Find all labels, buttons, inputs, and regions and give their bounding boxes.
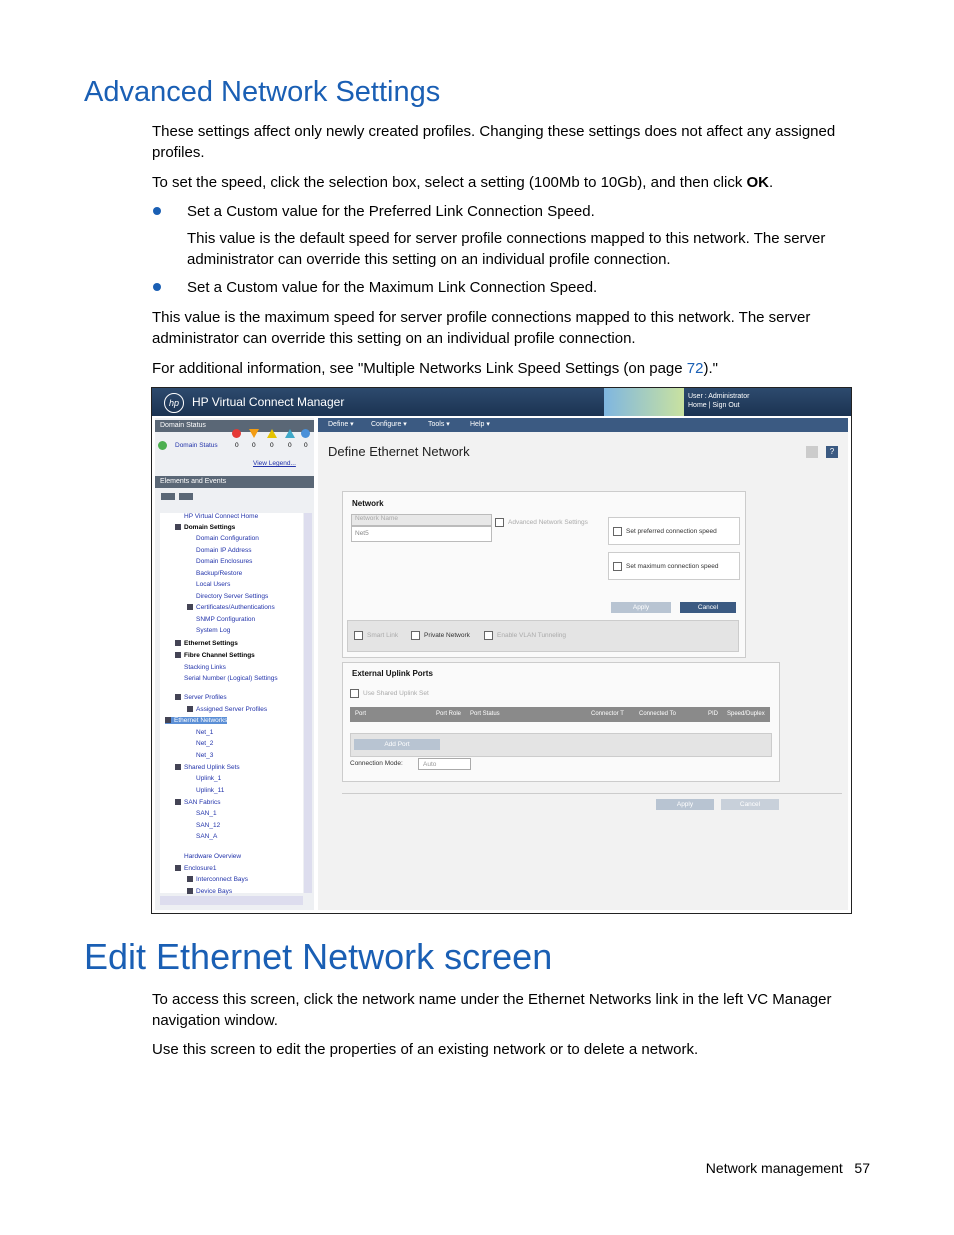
maximum-speed-checkbox[interactable]: [613, 562, 622, 571]
paragraph-set-speed-text: To set the speed, click the selection box, select a setting (100Mb to 10Gb), and then click: [152, 174, 747, 191]
tree-item-label: Domain Configuration: [196, 535, 259, 542]
tree-item[interactable]: [196, 593, 268, 600]
tree-item-label: Uplink_1: [196, 775, 222, 782]
expand-all-button[interactable]: [161, 493, 175, 500]
tree-item[interactable]: [196, 729, 213, 736]
vlan-tunneling-label: Enable VLAN Tunneling: [497, 632, 567, 640]
tree-item-label: Domain IP Address: [196, 547, 252, 554]
uplink-section-title: External Uplink Ports: [352, 669, 433, 678]
tree-item-label: System Log: [196, 627, 231, 634]
advanced-network-settings-option[interactable]: [495, 518, 588, 527]
col-port-role: Port Role: [436, 711, 462, 717]
tree-item-label: Net_1: [196, 729, 214, 736]
tree-item[interactable]: [184, 853, 241, 860]
tree-item-label: Enclosure1: [184, 865, 217, 872]
tree-item-label: Assigned Server Profiles: [196, 706, 268, 713]
private-network-checkbox[interactable]: [411, 631, 420, 640]
title-bar: [152, 388, 851, 416]
tree-item[interactable]: [196, 581, 230, 588]
print-icon[interactable]: [806, 446, 818, 458]
expand-collapse-icon[interactable]: [175, 799, 181, 805]
smart-link-option[interactable]: [354, 631, 398, 640]
tree-item[interactable]: [184, 675, 278, 682]
use-shared-uplink-option[interactable]: [350, 689, 429, 698]
tree-item[interactable]: [196, 616, 255, 623]
tree-item-label: SNMP Configuration: [196, 616, 256, 623]
bullet-preferred-speed-note: This value is the default speed for server profile connections mapped to this network. The server administrator can override this setting on an individual profile connection.: [187, 230, 826, 268]
preferred-speed-option[interactable]: [613, 527, 717, 536]
status-count-info: 0: [304, 442, 308, 449]
tree-item[interactable]: [196, 570, 242, 577]
tree-item-label: HP Virtual Connect Home: [184, 513, 259, 520]
use-shared-uplink-checkbox[interactable]: [350, 689, 359, 698]
tree-item[interactable]: [196, 833, 217, 840]
page-footer: [706, 1160, 870, 1176]
navigation-tree: [160, 513, 303, 893]
tree-item[interactable]: [196, 627, 230, 634]
tree-item[interactable]: [196, 810, 217, 817]
network-options-row: [347, 620, 739, 652]
ok-keyword: OK: [746, 174, 769, 191]
bullet-icon: [153, 207, 161, 215]
tree-item-label: Shared Uplink Sets: [184, 764, 240, 771]
network-name-label: Network Name: [351, 514, 492, 526]
paragraph-additional-info: [152, 358, 852, 379]
tree-item[interactable]: [187, 706, 267, 713]
page-link[interactable]: 72: [686, 360, 704, 377]
smart-link-label: Smart Link: [367, 632, 399, 640]
paragraph-profiles-note: These settings affect only newly created profiles. Changing these settings does not affect any assigned profiles.: [152, 123, 836, 161]
network-name-input[interactable]: Net5: [351, 526, 492, 542]
preferred-speed-checkbox[interactable]: [613, 527, 622, 536]
advanced-settings-checkbox[interactable]: [495, 518, 504, 527]
tree-item-label: Domain Settings: [184, 524, 236, 531]
tree-item-label: Domain Enclosures: [196, 558, 253, 565]
smart-link-checkbox[interactable]: [354, 631, 363, 640]
footer-section: Network management: [705, 1160, 843, 1176]
tree-item-label: Fibre Channel Settings: [184, 652, 255, 659]
vc-manager-screenshot: [151, 387, 852, 914]
tree-item[interactable]: [184, 664, 226, 671]
expand-collapse-icon[interactable]: [187, 876, 193, 882]
tree-item[interactable]: [175, 524, 235, 531]
domain-status-link[interactable]: Domain Status: [175, 442, 218, 449]
expand-collapse-icon[interactable]: [187, 888, 193, 894]
tree-item[interactable]: [187, 876, 248, 883]
cancel-button[interactable]: Cancel: [721, 799, 779, 810]
collapse-all-button[interactable]: [179, 493, 193, 500]
tree-item[interactable]: [165, 717, 227, 724]
col-pid: PID: [708, 711, 719, 717]
additional-info-text: For additional information, see "Multiple Networks Link Speed Settings (on page: [152, 360, 687, 377]
expand-collapse-icon[interactable]: [187, 604, 193, 610]
expand-collapse-icon[interactable]: [187, 706, 193, 712]
apply-button[interactable]: Apply: [656, 799, 714, 810]
paragraph-access-screen: To access this screen, click the network name under the Ethernet Networks link in the left VC Manager navigation window.: [152, 991, 832, 1029]
user-info: User : Administrator: [688, 393, 750, 400]
section-heading-advanced-network-settings: Advanced Network Settings: [84, 76, 441, 108]
expand-collapse-icon[interactable]: [175, 764, 181, 770]
tree-item-label: SAN_A: [196, 833, 218, 840]
preferred-speed-label: Set preferred connection speed: [626, 528, 717, 536]
tree-item[interactable]: [196, 822, 220, 829]
status-count-critical: 0: [235, 442, 239, 449]
uplink-ports-section: [342, 662, 780, 782]
warning-icon: [285, 429, 295, 438]
col-connected-to: Connected To: [639, 711, 676, 717]
tree-item-label: Interconnect Bays: [196, 876, 249, 883]
banner-image: [604, 388, 684, 416]
use-shared-uplink-label: Use Shared Uplink Set: [363, 690, 429, 698]
tree-item[interactable]: [196, 558, 252, 565]
tree-item[interactable]: [175, 799, 220, 806]
maximum-speed-option[interactable]: [613, 562, 719, 571]
add-port-dropdown[interactable]: Add Port: [354, 739, 440, 750]
tree-item-label: Serial Number (Logical) Settings: [184, 675, 278, 682]
tree-item-label: Ethernet Settings: [184, 640, 238, 647]
vlan-tunneling-checkbox[interactable]: [484, 631, 493, 640]
page-title: Define Ethernet Network: [328, 444, 470, 459]
speed-cancel-button[interactable]: Cancel: [680, 602, 736, 613]
tree-item-label: Net_3: [196, 752, 214, 759]
main-content: [318, 418, 848, 910]
expand-collapse-icon[interactable]: [175, 865, 181, 871]
tree-item-label: SAN Fabrics: [184, 799, 221, 806]
tree-item-label: Device Bays: [196, 888, 233, 895]
tree-item[interactable]: [175, 764, 240, 771]
menu-define[interactable]: Define ▾: [328, 421, 354, 428]
tree-item-label: Certificates/Authentications: [196, 604, 275, 611]
tree-item[interactable]: [187, 604, 275, 611]
network-section-title: Network: [352, 499, 384, 508]
tree-item[interactable]: [196, 752, 213, 759]
tree-item[interactable]: [196, 535, 259, 542]
domain-status-header: Domain Status: [155, 420, 314, 432]
col-port: Port: [355, 711, 367, 717]
help-icon[interactable]: ?: [826, 446, 838, 458]
tree-horizontal-scrollbar[interactable]: [160, 896, 303, 905]
status-count-major: 0: [252, 442, 256, 449]
elements-events-header: Elements and Events: [155, 476, 314, 488]
tree-item[interactable]: [175, 694, 227, 701]
network-section: [342, 491, 746, 658]
menu-tools[interactable]: Tools ▾: [428, 421, 450, 428]
preferred-speed-box: [608, 517, 740, 545]
advanced-settings-label: Advanced Network Settings: [508, 519, 588, 527]
tree-item-label: Local Users: [196, 581, 231, 588]
expand-collapse-icon[interactable]: [175, 640, 181, 646]
menu-bar: [318, 418, 848, 432]
critical-icon: [232, 429, 241, 438]
speed-apply-button[interactable]: Apply: [611, 602, 671, 613]
col-connector-type: Connector T: [591, 711, 624, 717]
expand-collapse-icon[interactable]: [175, 524, 181, 530]
tree-item[interactable]: [175, 865, 217, 872]
add-port-row: [350, 733, 772, 757]
tree-item-label: Backup/Restore: [196, 570, 243, 577]
tree-item[interactable]: [184, 513, 258, 520]
info-icon: [301, 429, 310, 438]
connection-mode-select[interactable]: Auto: [418, 758, 471, 770]
home-signout-links[interactable]: Home | Sign Out: [688, 402, 740, 409]
ok-status-icon: [158, 441, 167, 450]
paragraph-edit-properties: Use this screen to edit the properties of an existing network or to delete a network.: [152, 1041, 699, 1058]
section-heading-edit-ethernet-network: Edit Ethernet Network screen: [84, 936, 553, 977]
paragraph-set-speed-end: .: [769, 174, 774, 191]
uplink-table-header: [350, 707, 770, 722]
tree-item-label: Ethernet Networks: [174, 717, 228, 724]
tree-item[interactable]: [196, 775, 221, 782]
major-icon: [249, 429, 259, 438]
status-count-minor: 0: [270, 442, 274, 449]
tree-item[interactable]: [175, 652, 255, 659]
tree-vertical-scrollbar[interactable]: [304, 513, 312, 893]
paragraph-maximum-speed-note: This value is the maximum speed for server profile connections mapped to this network. The server administrator can override this setting on an individual profile connection.: [152, 309, 811, 347]
additional-info-end: ).": [703, 360, 718, 377]
private-network-label: Private Network: [424, 632, 470, 640]
minor-icon: [267, 429, 277, 438]
tree-item-label: Directory Server Settings: [196, 593, 269, 600]
expand-collapse-icon[interactable]: [175, 652, 181, 658]
col-port-status: Port Status: [470, 711, 500, 717]
tree-item[interactable]: [196, 787, 224, 794]
divider: [342, 793, 842, 794]
tree-item[interactable]: [196, 740, 213, 747]
tree-item[interactable]: [196, 547, 252, 554]
bullet-preferred-speed: Set a Custom value for the Preferred Link Connection Speed.: [187, 203, 595, 220]
tree-item-label: Net_2: [196, 740, 214, 747]
maximum-speed-label: Set maximum connection speed: [626, 563, 719, 571]
menu-configure[interactable]: Configure ▾: [371, 421, 407, 428]
private-network-option[interactable]: [411, 631, 470, 640]
hp-logo: hp: [164, 393, 184, 413]
bullet-maximum-speed: Set a Custom value for the Maximum Link Connection Speed.: [187, 279, 598, 296]
expand-collapse-icon[interactable]: [175, 694, 181, 700]
tree-item-label: Server Profiles: [184, 694, 227, 701]
vlan-tunneling-option[interactable]: [484, 631, 566, 640]
maximum-speed-box: [608, 552, 740, 580]
tree-item-label: Uplink_11: [196, 787, 225, 794]
view-legend-link[interactable]: View Legend...: [253, 460, 296, 467]
tree-item-label: SAN_1: [196, 810, 217, 817]
tree-item-label: Hardware Overview: [184, 853, 242, 860]
app-title: HP Virtual Connect Manager: [192, 395, 345, 409]
paragraph-set-speed: [152, 172, 852, 193]
page-number: 57: [854, 1160, 870, 1176]
left-nav: [155, 418, 314, 910]
menu-help[interactable]: Help ▾: [470, 421, 490, 428]
status-count-warning: 0: [288, 442, 292, 449]
user-links: [688, 392, 749, 410]
bullet-icon: [153, 283, 161, 291]
col-speed-duplex: Speed/Duplex: [727, 711, 765, 717]
expand-collapse-icon[interactable]: [165, 717, 171, 723]
tree-item[interactable]: [187, 888, 232, 895]
tree-item-label: Stacking Links: [184, 664, 226, 671]
tree-item[interactable]: [175, 640, 238, 647]
connection-mode-label: Connection Mode:: [350, 760, 403, 767]
tree-item-label: SAN_12: [196, 822, 221, 829]
